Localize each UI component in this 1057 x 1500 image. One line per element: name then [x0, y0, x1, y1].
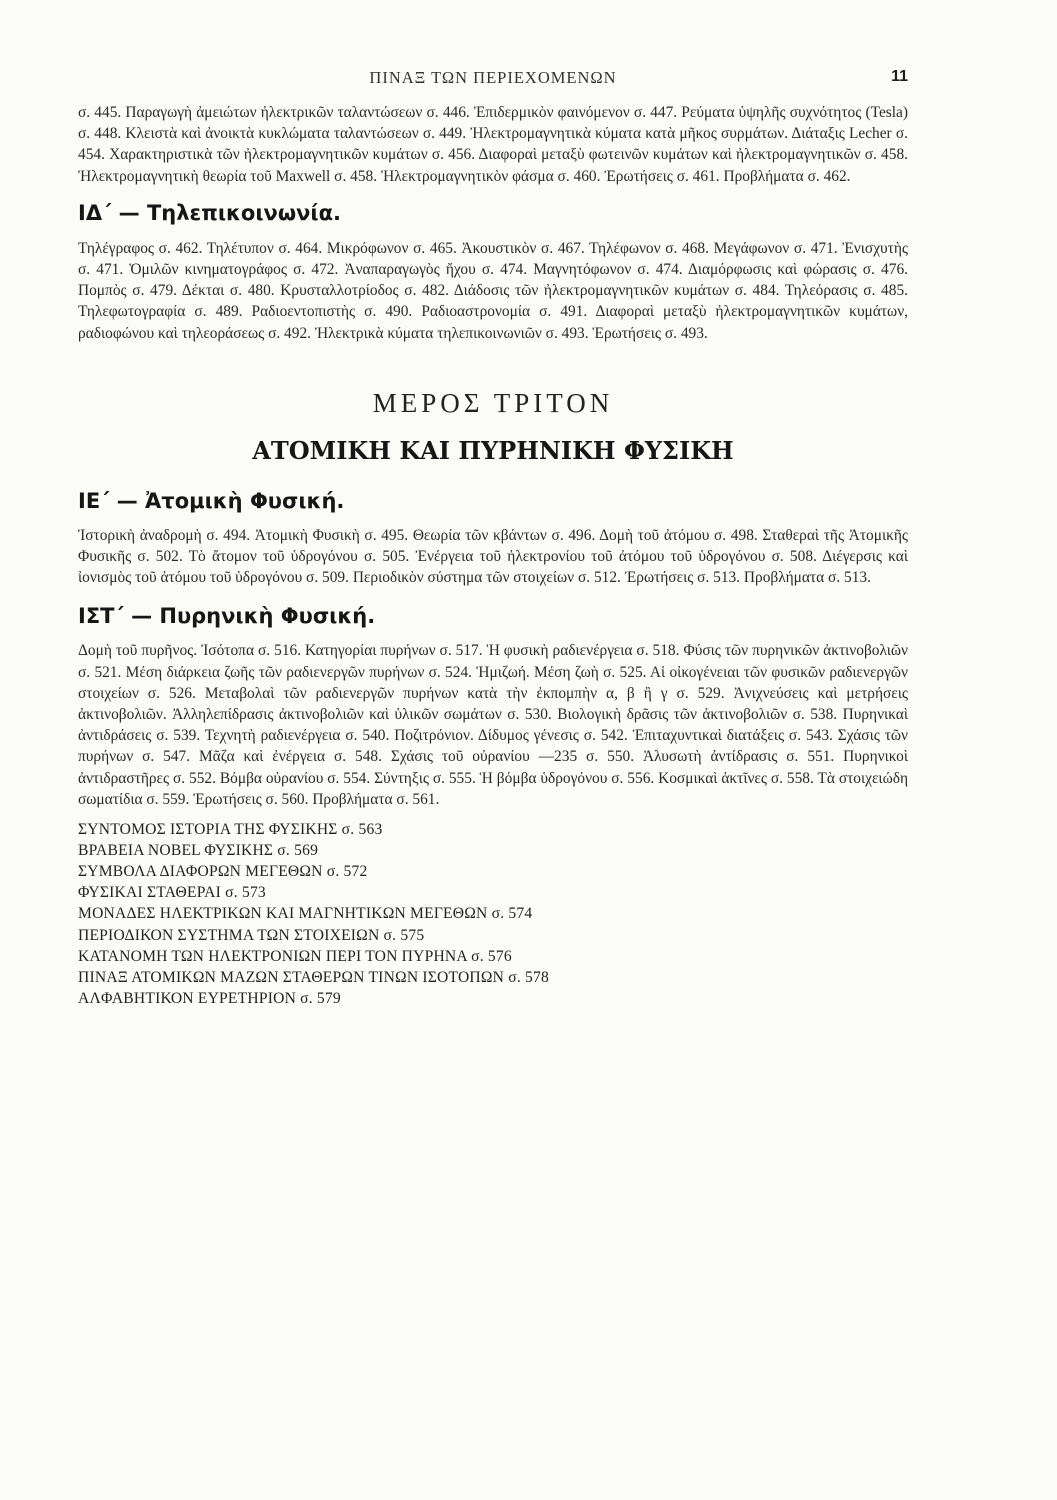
part-title: ΑΤΟΜΙΚΗ ΚΑΙ ΠΥΡΗΝΙΚΗ ΦΥΣΙΚΗ [252, 435, 734, 465]
appendix-item: ΣΥΜΒΟΛΑ ΔΙΑΦΟΡΩΝ ΜΕΓΕΘΩΝ σ. 572 [78, 863, 368, 881]
chapter-15-contents: Ἱστορικὴ ἀναδρομὴ σ. 494. Ἀτομικὴ Φυσικὴ σ. 495. Θεωρία τῶν κβάντων σ. 496. Δομὴ τοῦ ἀτόμου σ. 498. Σταθεραὶ τῆς Ἀτομικῆς Φυσικῆς σ. 502. Τὸ ἄτομον τοῦ ὑδρογόνου σ. 505. Ἐνέργεια τοῦ ἠλεκτρονίου τοῦ ἀτόμου τοῦ ὑδρογόνου σ. 508. Διέγερσις καὶ ἰονισμὸς τοῦ ἀτόμου τοῦ ὑδρογόνου σ. 509. Περιοδικὸν σύστημα τῶν στοιχείων σ. 512. Ἐρωτήσεις σ. 513. Προβλήματα σ. 513. [78, 526, 908, 587]
chapter-heading-16: ΙΣΤ΄ — Πυρηνικὴ Φυσική. [78, 604, 376, 629]
appendix-item: ΠΕΡΙΟΔΙΚΟΝ ΣΥΣΤΗΜΑ ΤΩΝ ΣΤΟΙΧΕΙΩΝ σ. 575 [78, 926, 425, 944]
chapter-16-contents: Δομὴ τοῦ πυρῆνος. Ἰσότοπα σ. 516. Κατηγορίαι πυρήνων σ. 517. Ἡ φυσικὴ ραδιενέργεια σ. 518. Φύσις τῶν πυρηνικῶν ἀκτινοβολιῶν σ. 521. Μέση διάρκεια ζωῆς τῶν ραδιενεργῶν πυρήνων σ. 524. Ἡμιζωή. Μέση ζωὴ σ. 525. Αἱ οἰκογένειαι τῶν φυσικῶν ραδιενεργῶν στοιχείων σ. 526. Μεταβολαὶ τῶν ραδιενεργῶν πυρήνων κατὰ τὴν ἐκπομπὴν α, β ἢ γ σ. 529. Ἀνιχνεύσεις καὶ μετρήσεις ἀκτινοβολιῶν. Ἀλληλεπίδρασις ἀκτινοβολιῶν καὶ ὑλικῶν σωμάτων σ. 530. Βιολογικὴ δρᾶσις τῶν ἀκτινοβολιῶν σ. 538. Πυρηνικαὶ ἀντιδράσεις σ. 539. Τεχνητὴ ραδιενέργεια σ. 540. Ποζιτρόνιον. Δίδυμος γένεσις σ. 542. Ἐπιταχυντικαὶ διατάξεις σ. 543. Σχάσις τῶν πυρήνων σ. 547. Μᾶζα καὶ ἐνέργεια σ. 548. Σχάσις τοῦ οὐρανίου —235 σ. 550. Ἁλυσωτὴ ἀντίδρασις σ. 551. Πυρηνικοὶ ἀντιδραστῆρες σ. 552. Βόμβα οὐρανίου σ. 554. Σύντηξις σ. 555. Ἡ βόμβα ὑδρογόνου σ. 556. Κοσμικαὶ ἀκτῖνες σ. 558. Τὰ στοιχειώδη σωματίδια σ. 559. Ἐρωτήσεις σ. 560. Προβλήματα σ. 561. [78, 642, 908, 808]
appendix-item: ΠΙΝΑΞ ΑΤΟΜΙΚΩΝ ΜΑΖΩΝ ΣΤΑΘΕΡΩΝ ΤΙΝΩΝ ΙΣΟΤΟΠΩΝ σ. 578 [78, 968, 550, 986]
intro-paragraph: σ. 445. Παραγωγὴ ἀμειώτων ἠλεκτρικῶν ταλαντώσεων σ. 446. Ἐπιδερμικὸν φαινόμενον σ. 447. Ρεύματα ὑψηλῆς συχνότητος (Tesla) σ. 448. Κλειστὰ καὶ ἀνοικτὰ κυκλώματα ταλαντώσεων σ. 449. Ἠλεκτρομαγνητικὰ κύματα κατὰ μῆκος συρμάτων. Διάταξις Lecher σ. 454. Χαρακτηριστικὰ τῶν ἠλεκτρομαγνητικῶν κυμάτων σ. 456. Διαφοραὶ μεταξὺ φωτεινῶν κυμάτων καὶ ἠλεκτρομαγνητικῶν σ. 458. Ἠλεκτρομαγνητικὴ θεωρία τοῦ Maxwell σ. 458. Ἠλεκτρομαγνητικὸν φάσμα σ. 460. Ἐρωτήσεις σ. 461. Προβλήματα σ. 462. [78, 104, 908, 185]
part-label: ΜΕΡΟΣ ΤΡΙΤΟΝ [372, 387, 614, 418]
document-page [78, 62, 908, 1009]
appendix-list [78, 819, 908, 1009]
appendix-item: ΒΡΑΒΕΙΑ NOBEL ΦΥΣΙΚΗΣ σ. 569 [78, 842, 319, 860]
appendix-item: ΚΑΤΑΝΟΜΗ ΤΩΝ ΗΛΕΚΤΡΟΝΙΩΝ ΠΕΡΙ ΤΟΝ ΠΥΡΗΝΑ σ. 576 [78, 947, 512, 965]
appendix-item: ΦΥΣΙΚΑΙ ΣΤΑΘΕΡΑΙ σ. 573 [78, 884, 266, 902]
appendix-item: ΑΛΦΑΒΗΤΙΚΟΝ ΕΥΡΕΤΗΡΙΟΝ σ. 579 [78, 989, 341, 1007]
appendix-item: ΣΥΝΤΟΜΟΣ ΙΣΤΟΡΙΑ ΤΗΣ ΦΥΣΙΚΗΣ σ. 563 [78, 821, 383, 839]
running-header [78, 62, 908, 98]
running-title: ΠΙΝΑΞ ΤΩΝ ΠΕΡΙΕΧΟΜΕΝΩΝ [369, 68, 617, 87]
chapter-14-contents: Τηλέγραφος σ. 462. Τηλέτυπον σ. 464. Μικρόφωνον σ. 465. Ἀκουστικὸν σ. 467. Τηλέφωνον σ. 468. Μεγάφωνον σ. 471. Ἐνισχυτὴς σ. 471. Ὁμιλῶν κινηματογράφος σ. 472. Ἀναπαραγωγὸς ἤχου σ. 474. Μαγνητόφωνον σ. 474. Διαμόρφωσις καὶ φώρασις σ. 476. Πομπὸς σ. 479. Δέκται σ. 480. Κρυσταλλοτρίοδος σ. 482. Διάδοσις τῶν ἠλεκτρομαγνητικῶν κυμάτων σ. 484. Τηλεόρασις σ. 485. Τηλεφωτογραφία σ. 489. Ραδιοεντοπιστὴς σ. 490. Ραδιοαστρονομία σ. 491. Διαφοραὶ μεταξὺ ἠλεκτρομαγνητικῶν κυμάτων, ραδιοφώνου καὶ τηλεοράσεως σ. 492. Ἠλεκτρικὰ κύματα τηλεπικοινωνιῶν σ. 493. Ἐρωτήσεις σ. 493. [78, 239, 908, 342]
appendix-item: ΜΟΝΑΔΕΣ ΗΛΕΚΤΡΙΚΩΝ ΚΑΙ ΜΑΓΝΗΤΙΚΩΝ ΜΕΓΕΘΩΝ σ. 574 [78, 905, 533, 923]
page-number: 11 [891, 68, 908, 85]
chapter-heading-14: ΙΔ΄ — Τηλεπικοινωνία. [78, 200, 341, 225]
chapter-heading-15: ΙΕ΄ — Ἀτομικὴ Φυσική. [78, 488, 345, 513]
